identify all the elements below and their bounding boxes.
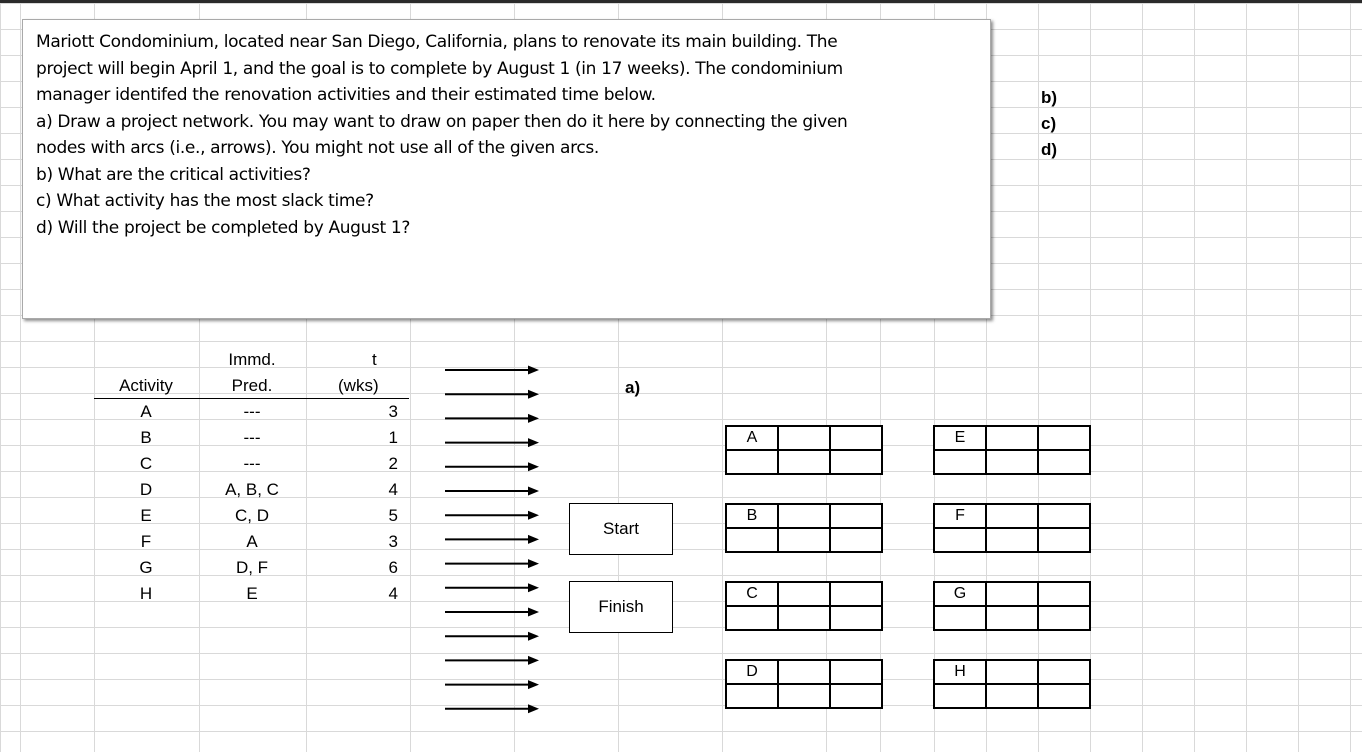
arc-arrow[interactable] [445,535,539,544]
node-cell[interactable] [830,504,882,528]
header-pred-line2[interactable]: Pred. [231,376,273,395]
node-cell[interactable] [1038,606,1090,630]
node-cell[interactable] [726,606,778,630]
row-time[interactable]: 2 [388,454,398,473]
row-pred[interactable]: --- [243,402,261,421]
problem-line-5: nodes with arcs (i.e., arrows). You might not use all of the given arcs. [36,138,599,158]
node-cell[interactable] [1038,504,1090,528]
node-cell[interactable] [830,528,882,552]
row-pred[interactable]: --- [243,454,261,473]
node-cell[interactable] [830,582,882,606]
finish-node[interactable] [569,581,673,633]
row-pred[interactable]: A, B, C [225,480,279,499]
node-label: H [934,660,986,684]
node-cell[interactable] [778,660,830,684]
node-cell[interactable] [778,582,830,606]
arc-arrows [440,360,545,725]
node-cell[interactable] [778,528,830,552]
row-activity[interactable]: H [139,584,153,603]
node-cell[interactable] [1038,684,1090,708]
node-cell[interactable] [986,606,1038,630]
arc-arrow[interactable] [445,487,539,496]
node-cell[interactable] [986,426,1038,450]
node-cell[interactable] [934,606,986,630]
header-pred-line1[interactable]: Immd. [228,350,276,369]
node-label: F [934,504,986,528]
node-label: C [726,582,778,606]
row-activity[interactable]: A [140,402,152,421]
row-time[interactable]: 6 [388,558,398,577]
arc-arrow[interactable] [445,390,539,399]
start-node[interactable] [569,503,673,555]
arc-arrow[interactable] [445,462,539,471]
finish-label: Finish [598,597,644,616]
arc-arrow[interactable] [445,414,539,423]
arc-arrow[interactable] [445,366,539,375]
node-cell[interactable] [726,528,778,552]
row-time[interactable]: 3 [388,402,398,421]
node-cell[interactable] [986,582,1038,606]
arc-arrow[interactable] [445,704,539,713]
activity-node-g[interactable] [933,581,1091,631]
node-cell[interactable] [830,426,882,450]
window-top-edge [0,0,1362,3]
problem-line-2: project will begin April 1, and the goal is to complete by August 1 (in 17 weeks). The condominium [36,58,843,79]
row-activity[interactable]: E [140,506,152,525]
node-cell[interactable] [830,606,882,630]
node-cell[interactable] [726,684,778,708]
node-cell[interactable] [778,684,830,708]
activity-node-h[interactable] [933,659,1091,709]
node-cell[interactable] [986,660,1038,684]
row-activity[interactable]: F [140,532,152,551]
row-pred[interactable]: D, F [235,558,269,577]
node-cell[interactable] [986,504,1038,528]
header-t-line1[interactable]: t [372,350,377,369]
node-cell[interactable] [986,450,1038,474]
node-cell[interactable] [1038,660,1090,684]
arc-arrow[interactable] [445,559,539,568]
row-pred[interactable]: E [246,584,258,603]
node-cell[interactable] [986,528,1038,552]
node-cell[interactable] [934,450,986,474]
row-pred[interactable]: --- [243,428,261,447]
node-label: E [934,426,986,450]
node-label: D [726,660,778,684]
node-label: B [726,504,778,528]
node-cell[interactable] [1038,582,1090,606]
header-t-line2[interactable]: (wks) [338,376,379,395]
answer-label-d[interactable]: d) [1041,140,1058,159]
problem-text-box[interactable] [22,19,991,319]
row-time[interactable]: 3 [388,532,398,551]
node-cell[interactable] [778,450,830,474]
arc-arrow[interactable] [445,632,539,641]
header-underline [94,398,409,399]
answer-label-b[interactable]: b) [1041,88,1058,107]
activity-node-f[interactable] [933,503,1091,553]
activity-node-b[interactable] [725,503,883,553]
node-cell[interactable] [778,504,830,528]
row-pred[interactable]: A [246,532,258,551]
header-activity[interactable]: Activity [119,376,173,395]
node-cell[interactable] [1038,426,1090,450]
activity-node-c[interactable] [725,581,883,631]
problem-line-4: a) Draw a project network. You may want to draw on paper then do it here by connecting the given [36,111,848,132]
activity-node-e[interactable] [933,425,1091,475]
node-cell[interactable] [986,684,1038,708]
arc-arrow[interactable] [445,438,539,447]
node-cell[interactable] [726,450,778,474]
node-cell[interactable] [830,684,882,708]
arc-arrow[interactable] [445,656,539,665]
node-cell[interactable] [778,606,830,630]
answer-label-c[interactable]: c) [1041,114,1057,133]
activity-node-d[interactable] [725,659,883,709]
arc-arrow[interactable] [445,608,539,617]
node-cell[interactable] [934,684,986,708]
problem-line-6: b) What are the critical activities? [36,164,311,185]
node-cell[interactable] [1038,450,1090,474]
row-time[interactable]: 4 [388,584,398,603]
arc-arrow[interactable] [445,583,539,592]
row-pred[interactable]: C, D [235,506,269,525]
node-cell[interactable] [778,426,830,450]
problem-line-1: Mariott Condominium, located near San Diego, California, plans to renovate its main building. The [36,32,838,52]
row-time[interactable]: 5 [388,506,398,525]
problem-line-8: d) Will the project be completed by August 1? [36,217,411,238]
node-cell[interactable] [830,660,882,684]
row-activity[interactable]: G [139,558,153,577]
start-label: Start [603,519,639,538]
arc-arrow[interactable] [445,680,539,689]
node-cell[interactable] [934,528,986,552]
node-cell[interactable] [1038,528,1090,552]
row-time[interactable]: 4 [388,480,398,499]
row-time[interactable]: 1 [388,428,398,447]
node-label: A [726,426,778,450]
row-activity[interactable]: C [139,454,153,473]
activity-node-a[interactable] [725,425,883,475]
problem-line-7: c) What activity has the most slack time? [36,191,374,211]
node-cell[interactable] [830,450,882,474]
answer-label-a[interactable]: a) [625,378,641,397]
arc-arrow[interactable] [445,511,539,520]
problem-line-3: manager identifed the renovation activities and their estimated time below. [36,85,656,105]
row-activity[interactable]: B [140,428,152,447]
node-label: G [934,582,986,606]
row-activity[interactable]: D [139,480,153,499]
